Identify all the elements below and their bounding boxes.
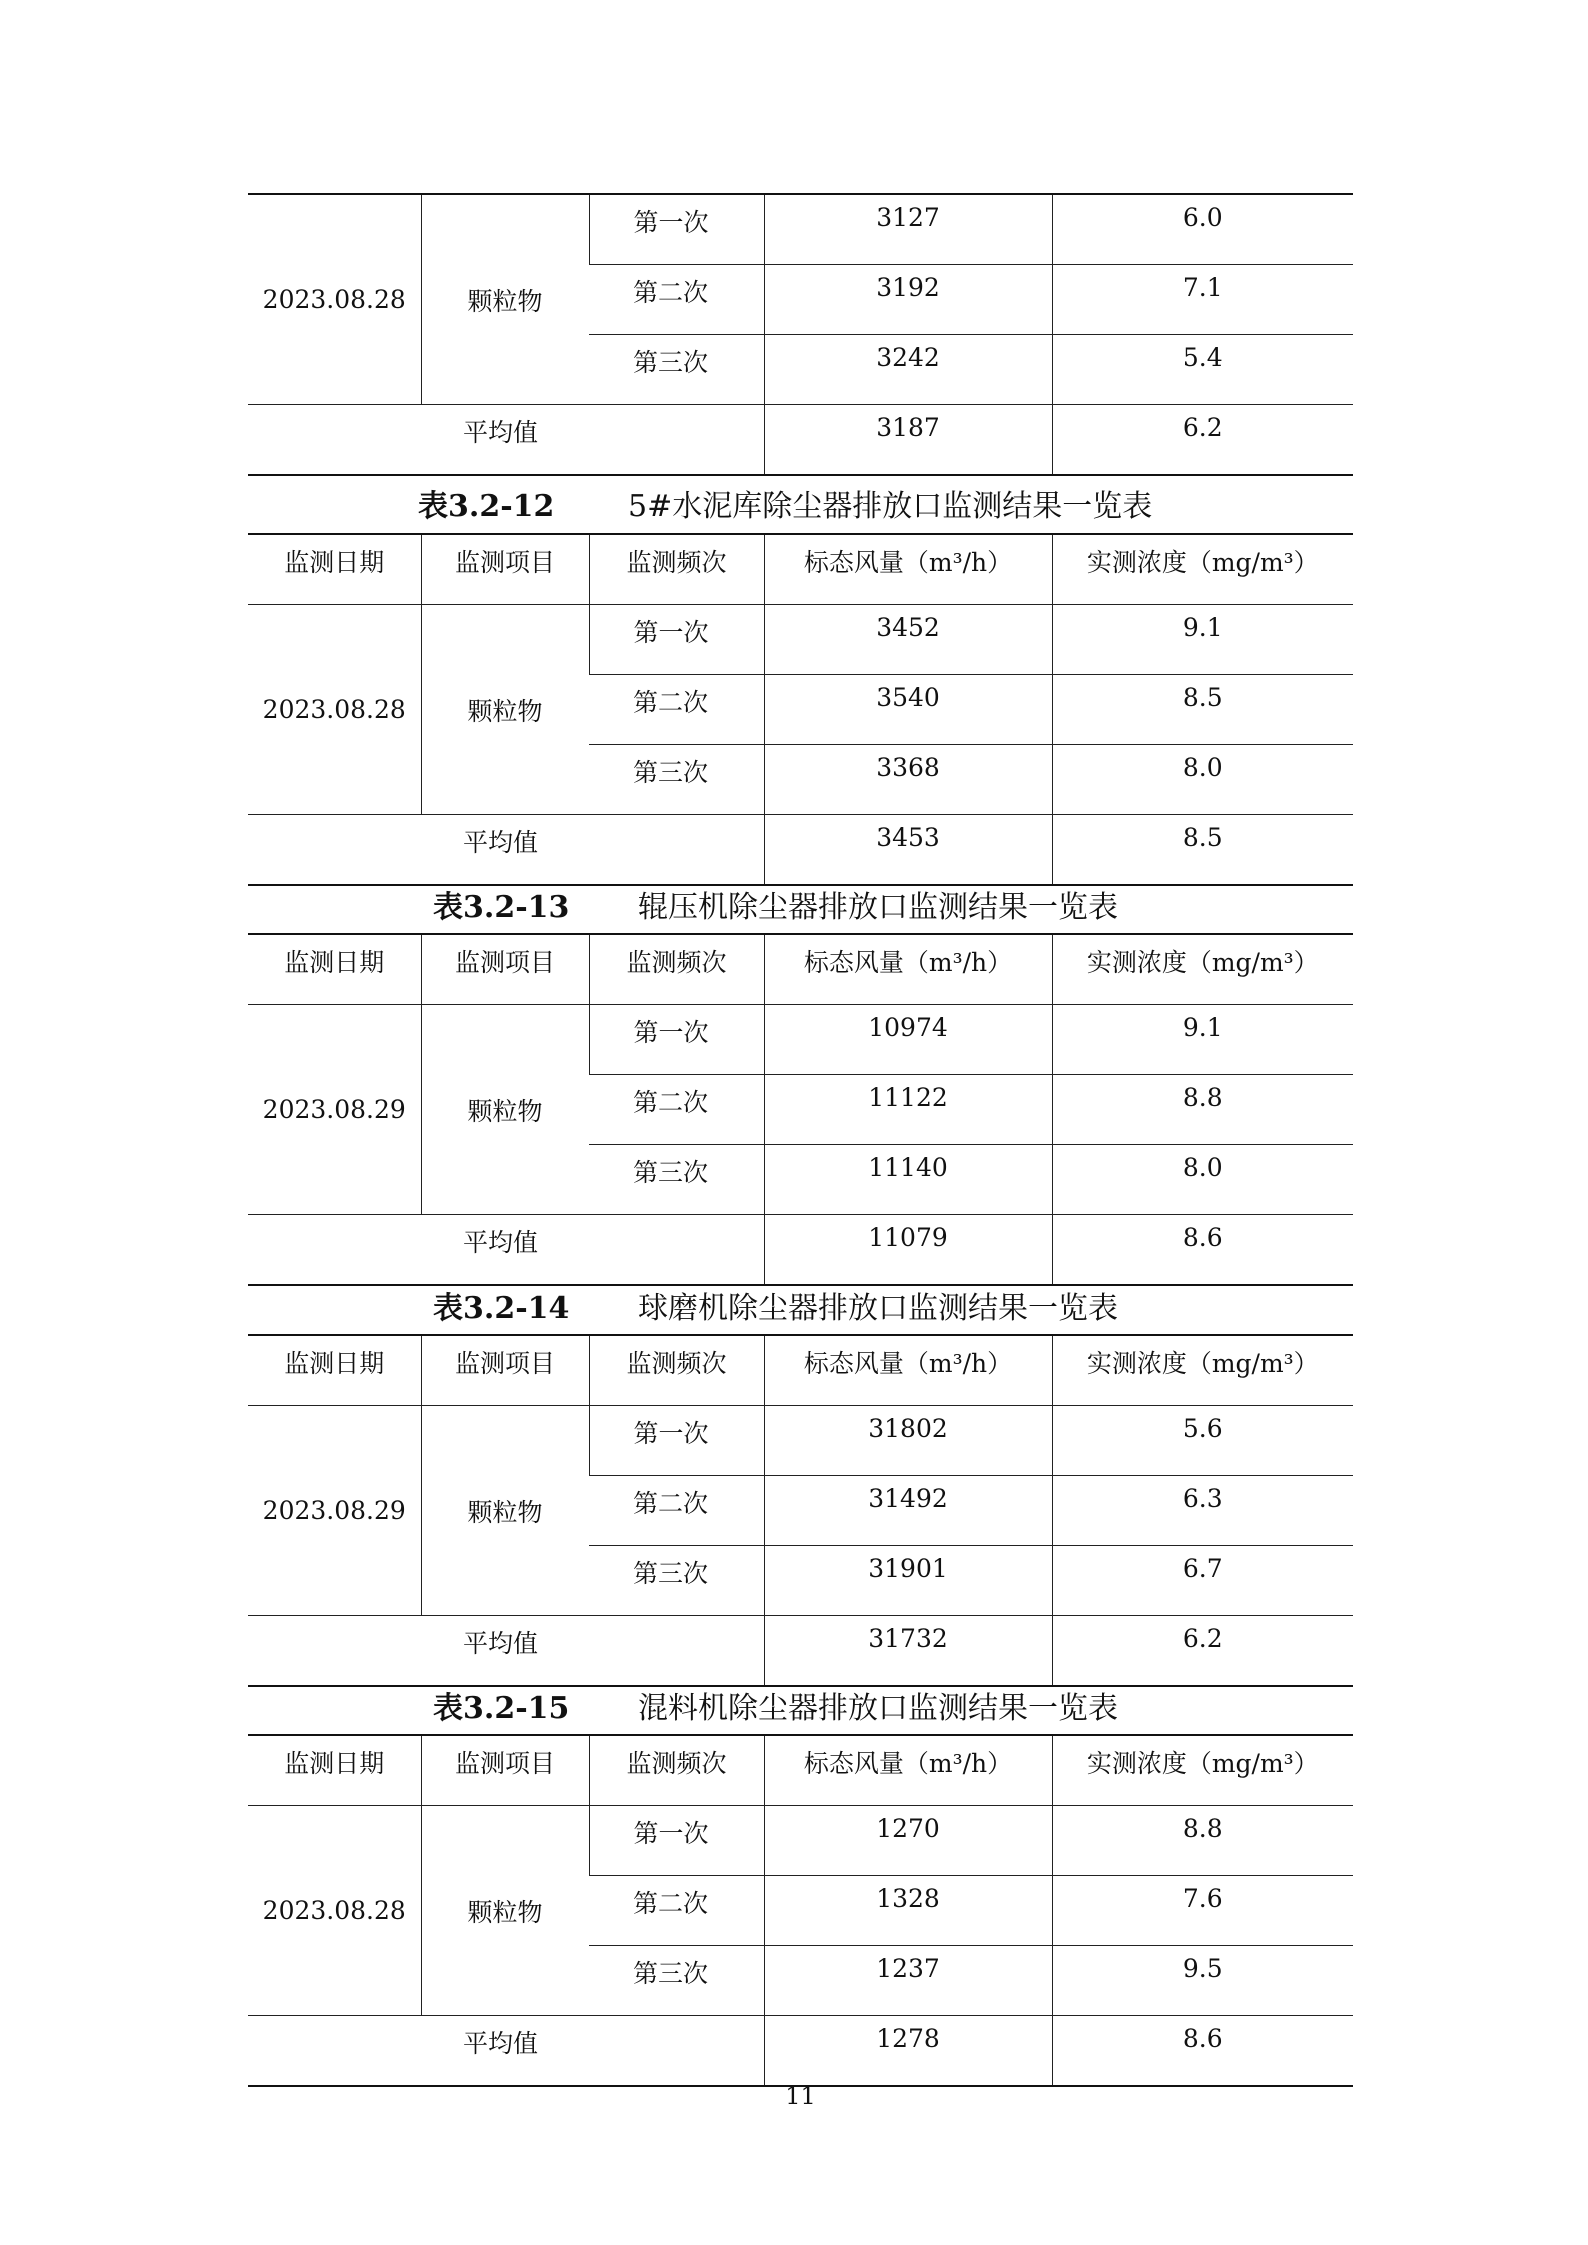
table-row (248, 605, 1353, 675)
average-concentration-cell: 8.6 (1052, 1215, 1353, 1286)
column-header: 实测浓度（mg/m³） (1052, 1335, 1353, 1406)
average-concentration-cell: 6.2 (1052, 405, 1353, 476)
flow-cell: 3540 (764, 675, 1052, 745)
page-number: 11 (785, 2082, 816, 2110)
column-header: 监测频次 (589, 1735, 764, 1806)
flow-cell: 10974 (764, 1005, 1052, 1075)
header-row (248, 934, 1353, 1005)
table-caption (248, 886, 1353, 930)
concentration-cell: 5.6 (1052, 1406, 1353, 1476)
average-concentration-cell: 8.6 (1052, 2016, 1353, 2087)
concentration-cell: 8.8 (1052, 1806, 1353, 1876)
flow-cell: 11122 (764, 1075, 1052, 1145)
flow-cell: 1270 (764, 1806, 1052, 1876)
date-cell: 2023.08.28 (248, 194, 421, 405)
monitoring-table (248, 1334, 1353, 1687)
item-cell: 颗粒物 (421, 194, 589, 405)
date-cell: 2023.08.28 (248, 1806, 421, 2016)
item-cell: 颗粒物 (421, 605, 589, 815)
average-row (248, 1616, 1353, 1687)
average-label: 平均值 (248, 405, 764, 476)
table-row (248, 1005, 1353, 1075)
column-header: 标态风量（m³/h） (764, 1335, 1052, 1406)
flow-cell: 3452 (764, 605, 1052, 675)
concentration-cell: 6.7 (1052, 1546, 1353, 1616)
average-label: 平均值 (248, 1215, 764, 1286)
column-header: 监测频次 (589, 1335, 764, 1406)
concentration-cell: 9.5 (1052, 1946, 1353, 2016)
frequency-cell: 第三次 (589, 1946, 764, 2016)
monitoring-table-block (248, 1734, 1353, 2087)
concentration-cell: 6.3 (1052, 1476, 1353, 1546)
concentration-cell: 9.1 (1052, 1005, 1353, 1075)
average-row (248, 1215, 1353, 1286)
column-header: 实测浓度（mg/m³） (1052, 534, 1353, 605)
frequency-cell: 第二次 (589, 1075, 764, 1145)
average-label: 平均值 (248, 815, 764, 886)
column-header: 监测日期 (248, 1335, 421, 1406)
monitoring-table (248, 1734, 1353, 2087)
monitoring-table (248, 933, 1353, 1286)
table-row (248, 1406, 1353, 1476)
column-header: 标态风量（m³/h） (764, 534, 1052, 605)
concentration-cell: 7.1 (1052, 265, 1353, 335)
table-caption-title: 5#水泥库除尘器排放口监测结果一览表 (628, 489, 1153, 524)
column-header: 标态风量（m³/h） (764, 1735, 1052, 1806)
frequency-cell: 第二次 (589, 1876, 764, 1946)
column-header: 实测浓度（mg/m³） (1052, 934, 1353, 1005)
column-header: 监测日期 (248, 534, 421, 605)
flow-cell: 31901 (764, 1546, 1052, 1616)
frequency-cell: 第一次 (589, 605, 764, 675)
table-caption (248, 485, 1353, 529)
average-flow-cell: 3187 (764, 405, 1052, 476)
average-flow-cell: 31732 (764, 1616, 1052, 1687)
column-header: 监测频次 (589, 534, 764, 605)
item-cell: 颗粒物 (421, 1005, 589, 1215)
column-header: 监测日期 (248, 934, 421, 1005)
item-cell: 颗粒物 (421, 1806, 589, 2016)
table-caption-title: 辊压机除尘器排放口监测结果一览表 (638, 890, 1118, 925)
average-row (248, 2016, 1353, 2087)
frequency-cell: 第二次 (589, 1476, 764, 1546)
frequency-cell: 第一次 (589, 1406, 764, 1476)
flow-cell: 1237 (764, 1946, 1052, 2016)
frequency-cell: 第三次 (589, 745, 764, 815)
flow-cell: 3192 (764, 265, 1052, 335)
average-row (248, 405, 1353, 476)
date-cell: 2023.08.29 (248, 1005, 421, 1215)
table-caption-number: 表3.2-14 (433, 1291, 570, 1326)
column-header: 监测项目 (421, 934, 589, 1005)
concentration-cell: 8.5 (1052, 675, 1353, 745)
concentration-cell: 7.6 (1052, 1876, 1353, 1946)
column-header: 监测日期 (248, 1735, 421, 1806)
flow-cell: 31492 (764, 1476, 1052, 1546)
table-row (248, 194, 1353, 265)
average-concentration-cell: 6.2 (1052, 1616, 1353, 1687)
table-row (248, 1806, 1353, 1876)
average-flow-cell: 11079 (764, 1215, 1052, 1286)
monitoring-table-block (248, 1334, 1353, 1687)
frequency-cell: 第一次 (589, 1005, 764, 1075)
column-header: 监测项目 (421, 1335, 589, 1406)
header-row (248, 534, 1353, 605)
date-cell: 2023.08.28 (248, 605, 421, 815)
average-label: 平均值 (248, 1616, 764, 1687)
concentration-cell: 9.1 (1052, 605, 1353, 675)
average-concentration-cell: 8.5 (1052, 815, 1353, 886)
concentration-cell: 6.0 (1052, 194, 1353, 265)
column-header: 监测频次 (589, 934, 764, 1005)
frequency-cell: 第二次 (589, 675, 764, 745)
concentration-cell: 8.0 (1052, 745, 1353, 815)
monitoring-table-block (248, 533, 1353, 886)
flow-cell: 31802 (764, 1406, 1052, 1476)
table-caption (248, 1287, 1353, 1331)
frequency-cell: 第一次 (589, 194, 764, 265)
column-header: 标态风量（m³/h） (764, 934, 1052, 1005)
table-caption-number: 表3.2-12 (418, 489, 555, 524)
column-header: 实测浓度（mg/m³） (1052, 1735, 1353, 1806)
monitoring-table-block (248, 193, 1353, 476)
flow-cell: 3127 (764, 194, 1052, 265)
frequency-cell: 第三次 (589, 1145, 764, 1215)
flow-cell: 3242 (764, 335, 1052, 405)
average-flow-cell: 1278 (764, 2016, 1052, 2087)
table-caption-title: 球磨机除尘器排放口监测结果一览表 (638, 1291, 1118, 1326)
table-caption-number: 表3.2-13 (433, 890, 570, 925)
column-header: 监测项目 (421, 534, 589, 605)
date-cell: 2023.08.29 (248, 1406, 421, 1616)
average-row (248, 815, 1353, 886)
flow-cell: 11140 (764, 1145, 1052, 1215)
average-label: 平均值 (248, 2016, 764, 2087)
flow-cell: 1328 (764, 1876, 1052, 1946)
header-row (248, 1335, 1353, 1406)
concentration-cell: 8.0 (1052, 1145, 1353, 1215)
frequency-cell: 第三次 (589, 335, 764, 405)
table-caption-number: 表3.2-15 (433, 1691, 570, 1726)
column-header: 监测项目 (421, 1735, 589, 1806)
average-flow-cell: 3453 (764, 815, 1052, 886)
table-caption (248, 1687, 1353, 1731)
flow-cell: 3368 (764, 745, 1052, 815)
frequency-cell: 第一次 (589, 1806, 764, 1876)
table-caption-title: 混料机除尘器排放口监测结果一览表 (638, 1691, 1118, 1726)
frequency-cell: 第三次 (589, 1546, 764, 1616)
monitoring-table (248, 533, 1353, 886)
concentration-cell: 8.8 (1052, 1075, 1353, 1145)
monitoring-table-block (248, 933, 1353, 1286)
monitoring-table (248, 193, 1353, 476)
item-cell: 颗粒物 (421, 1406, 589, 1616)
frequency-cell: 第二次 (589, 265, 764, 335)
header-row (248, 1735, 1353, 1806)
concentration-cell: 5.4 (1052, 335, 1353, 405)
